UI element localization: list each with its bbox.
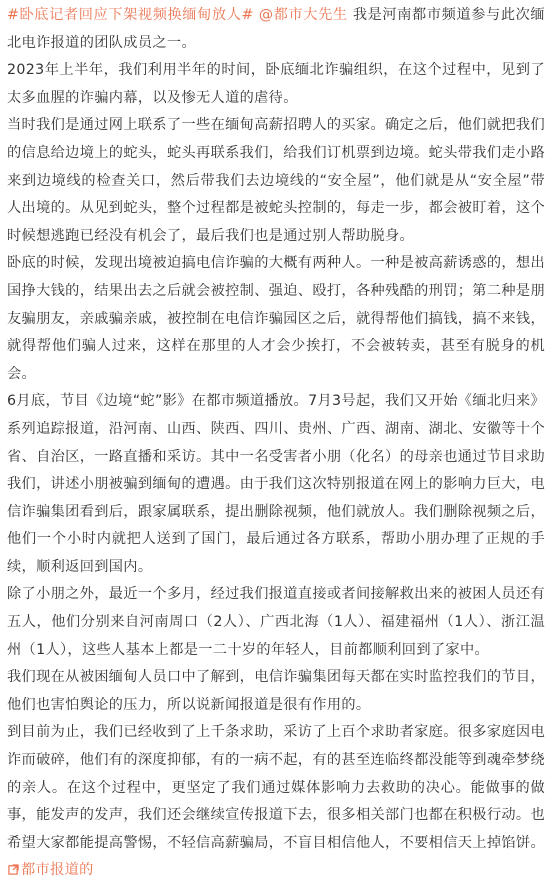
post-paragraph: 当时我们是通过网上联系了一些在缅甸高薪招聘人的买家。确定之后，他们就把我们的信息给边境上的蛇头，蛇头再联系我们，给我们订机票到边境。蛇头带我们走小路来到边境线的检查关口，然后带我们去边境线的“安全屋”，他们就是从“安全屋”带人出境的。从见到蛇头，整个过程都是被蛇头控制的，每走一步，都会被盯着，这个时候想逃跑已经没有机会了，最后我们也是通过别人帮助脱身。: [7, 117, 545, 244]
post-paragraph: 除了小朋之外，最近一个多月，经过我们报道直接或者间接解救出来的被困人员还有五人，他们分别来自河南周口（2人）、广西北海（1人）、福建福州（1人）、浙江温州（1人），这些人基本上都是一二十岁的年轻人，目前都顺利回到了家中。: [7, 586, 545, 658]
source-link[interactable]: [7, 862, 94, 878]
link-icon: [8, 864, 19, 875]
post-first-paragraph: [7, 2, 545, 57]
hashtag-link[interactable]: #卧底记者回应下架视频换缅甸放人#: [7, 7, 254, 23]
post-paragraph: 2023年上半年，我们利用半年的时间，卧底缅北诈骗组织，在这个过程中，见到了太多血腥的诈骗内幕，以及惨无人道的虐待。: [7, 62, 545, 106]
source-link-label: 都市报道的: [21, 862, 94, 879]
post-paragraph: 卧底的时候，发现出境被迫搞电信诈骗的大概有两种人。一种是被高薪诱惑的，想出国挣大钱的，结果出去之后就会被控制、强迫、殴打，各种残酷的刑罚；第二种是朋友骗朋友，亲戚骗亲戚，被控制在电信诈骗园区之后，就得帮他们搞钱，搞不来钱，就得帮他们骗人过来，这样在那里的人才会少挨打，不会被转卖，甚至有脱身的机会。: [7, 255, 545, 382]
post-paragraph: 6月底，节目《边境“蛇”影》在都市频道播放。7月3号起，我们又开始《缅北归来》系列追踪报道，沿河南、山西、陕西、四川、贵州、广西、湖南、湖北、安徽等十个省、自治区，一路直播和采访。其中一名受害者小朋（化名）的母亲也通过节目求助我们，讲述小朋被骗到缅甸的遭遇。由于我们这次特别报道在网上的影响力巨大，电信诈骗集团看到后，跟家属联系，提出删除视频，他们就放人。我们删除视频之后，他们一个小时内就把人送到了国门，最后通过各方联系，帮助小朋办理了正规的手续，顺利返回到国内。: [7, 393, 545, 575]
post-intro-text: 我是河南都市频道参与此次缅北电诈报道的团队成员之一。: [7, 7, 545, 51]
post-last-text: 到目前为止，我们已经收到了上千条求助，采访了上百个求助者家庭。很多家庭因电诈而破碎，他们有的深度抑郁，有的一病不起，有的甚至连临终都没能等到魂牵梦绕的亲人。在这个过程中，更坚定了我们通过媒体影响力去救助的决心。能做事的做事，能发声的发声，我们还会继续宣传报道下去，很多相关部门也都在积极行动。也希望大家都能提高警惕，不轻信高薪骗局，不盲目相信他人，不要相信天上掉馅饼。: [7, 724, 545, 851]
post-paragraph: 我们现在从被困缅甸人员口中了解到，电信诈骗集团每天都在实时监控我们的节目，他们也害怕舆论的压力，所以说新闻报道是很有作用的。: [7, 669, 545, 713]
post-last-paragraph: [7, 719, 545, 885]
mention-link[interactable]: @都市大先生: [258, 7, 348, 23]
